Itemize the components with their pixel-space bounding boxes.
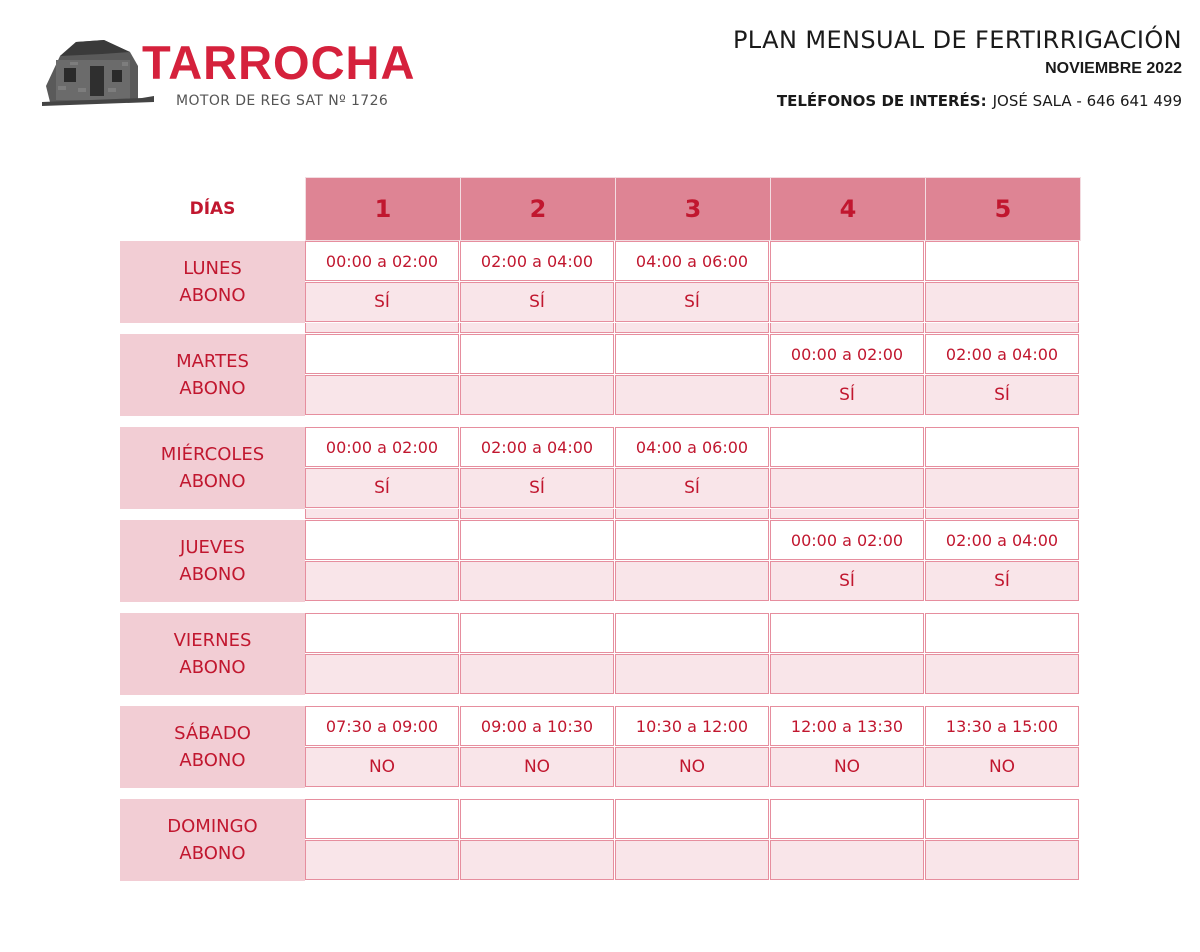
time-cell — [925, 799, 1079, 839]
time-cell: 02:00 a 04:00 — [460, 427, 614, 467]
abono-cell: NO — [925, 747, 1079, 787]
abono-label: ABONO — [179, 843, 246, 864]
abono-cell: NO — [305, 747, 459, 787]
abono-cell — [925, 654, 1079, 694]
abono-cell — [770, 282, 924, 322]
abono-label: ABONO — [179, 378, 246, 399]
row-connector — [925, 509, 1079, 519]
time-cell: 00:00 a 02:00 — [770, 520, 924, 560]
abono-cell — [460, 375, 614, 415]
abono-label: ABONO — [179, 657, 246, 678]
time-cell — [770, 241, 924, 281]
abono-cell: SÍ — [770, 375, 924, 415]
abono-cell — [615, 654, 769, 694]
day-name: VIERNES — [173, 630, 252, 651]
row-connector — [770, 323, 924, 333]
abono-cell — [305, 375, 459, 415]
day-label-sabado — [120, 706, 305, 788]
month-label: NOVIEMBRE 2022 — [1045, 60, 1182, 77]
abono-cell — [460, 561, 614, 601]
phones-value: JOSÉ SALA - 646 641 499 — [992, 92, 1182, 110]
time-cell: 00:00 a 02:00 — [770, 334, 924, 374]
abono-cell — [770, 468, 924, 508]
abono-cell — [925, 282, 1079, 322]
abono-cell: NO — [615, 747, 769, 787]
time-cell — [925, 613, 1079, 653]
time-cell: 00:00 a 02:00 — [305, 427, 459, 467]
time-cell — [770, 427, 924, 467]
brand-name: TARROCHA — [142, 36, 416, 89]
time-cell: 09:00 a 10:30 — [460, 706, 614, 746]
time-cell — [460, 799, 614, 839]
abono-cell — [305, 840, 459, 880]
time-cell — [615, 520, 769, 560]
abono-cell — [460, 840, 614, 880]
time-cell — [460, 334, 614, 374]
abono-cell — [615, 375, 769, 415]
day-name: JUEVES — [180, 537, 245, 558]
abono-label: ABONO — [179, 564, 246, 585]
column-header-3: 3 — [615, 177, 771, 241]
time-cell: 04:00 a 06:00 — [615, 427, 769, 467]
abono-cell — [925, 840, 1079, 880]
time-cell: 10:30 a 12:00 — [615, 706, 769, 746]
abono-cell — [925, 468, 1079, 508]
abono-cell: SÍ — [460, 468, 614, 508]
day-label-viernes — [120, 613, 305, 695]
day-label-lunes — [120, 241, 305, 323]
row-connector — [460, 323, 614, 333]
dias-header: DÍAS — [189, 199, 236, 219]
abono-cell: SÍ — [770, 561, 924, 601]
time-cell — [460, 520, 614, 560]
time-cell — [615, 613, 769, 653]
abono-cell: SÍ — [925, 561, 1079, 601]
row-connector — [305, 509, 459, 519]
abono-label: ABONO — [179, 285, 246, 306]
time-cell: 04:00 a 06:00 — [615, 241, 769, 281]
abono-label: ABONO — [179, 750, 246, 771]
column-header-2: 2 — [460, 177, 616, 241]
page-title: PLAN MENSUAL DE FERTIRRIGACIÓN — [732, 26, 1182, 54]
time-cell — [615, 799, 769, 839]
day-label-domingo — [120, 799, 305, 881]
time-cell — [770, 613, 924, 653]
time-cell — [925, 241, 1079, 281]
time-cell — [305, 613, 459, 653]
abono-cell: NO — [770, 747, 924, 787]
abono-cell: SÍ — [460, 282, 614, 322]
day-name: LUNES — [183, 258, 242, 279]
day-label-jueves — [120, 520, 305, 602]
time-cell — [305, 520, 459, 560]
abono-cell — [770, 654, 924, 694]
day-name: MARTES — [176, 351, 249, 372]
phones-label: TELÉFONOS DE INTERÉS: — [776, 92, 987, 110]
row-connector — [925, 323, 1079, 333]
abono-cell: SÍ — [925, 375, 1079, 415]
abono-cell — [305, 561, 459, 601]
time-cell — [925, 427, 1079, 467]
day-name: SÁBADO — [174, 723, 251, 744]
column-header-4: 4 — [770, 177, 926, 241]
time-cell: 02:00 a 04:00 — [925, 334, 1079, 374]
time-cell — [770, 799, 924, 839]
row-connector — [770, 509, 924, 519]
day-label-martes — [120, 334, 305, 416]
column-header-1: 1 — [305, 177, 461, 241]
abono-cell: SÍ — [305, 468, 459, 508]
day-name: MIÉRCOLES — [160, 444, 265, 465]
row-connector — [615, 323, 769, 333]
abono-label: ABONO — [179, 471, 246, 492]
time-cell — [305, 334, 459, 374]
time-cell: 12:00 a 13:30 — [770, 706, 924, 746]
time-cell: 02:00 a 04:00 — [460, 241, 614, 281]
time-cell: 13:30 a 15:00 — [925, 706, 1079, 746]
column-header-5: 5 — [925, 177, 1081, 241]
day-label-miercoles — [120, 427, 305, 509]
stone-house-icon — [42, 36, 154, 108]
abono-cell — [615, 840, 769, 880]
abono-cell — [770, 840, 924, 880]
abono-cell — [460, 654, 614, 694]
time-cell: 07:30 a 09:00 — [305, 706, 459, 746]
abono-cell: SÍ — [305, 282, 459, 322]
day-name: DOMINGO — [167, 816, 258, 837]
logo — [42, 36, 416, 112]
abono-cell: SÍ — [615, 282, 769, 322]
row-connector — [615, 509, 769, 519]
time-cell: 02:00 a 04:00 — [925, 520, 1079, 560]
row-connector — [305, 323, 459, 333]
row-connector — [460, 509, 614, 519]
time-cell: 00:00 a 02:00 — [305, 241, 459, 281]
phones-line — [777, 92, 1182, 110]
abono-cell — [615, 561, 769, 601]
abono-cell: SÍ — [615, 468, 769, 508]
brand-subtitle: MOTOR DE REG SAT Nº 1726 — [176, 93, 389, 109]
abono-cell — [305, 654, 459, 694]
time-cell — [305, 799, 459, 839]
time-cell — [615, 334, 769, 374]
abono-cell: NO — [460, 747, 614, 787]
time-cell — [460, 613, 614, 653]
